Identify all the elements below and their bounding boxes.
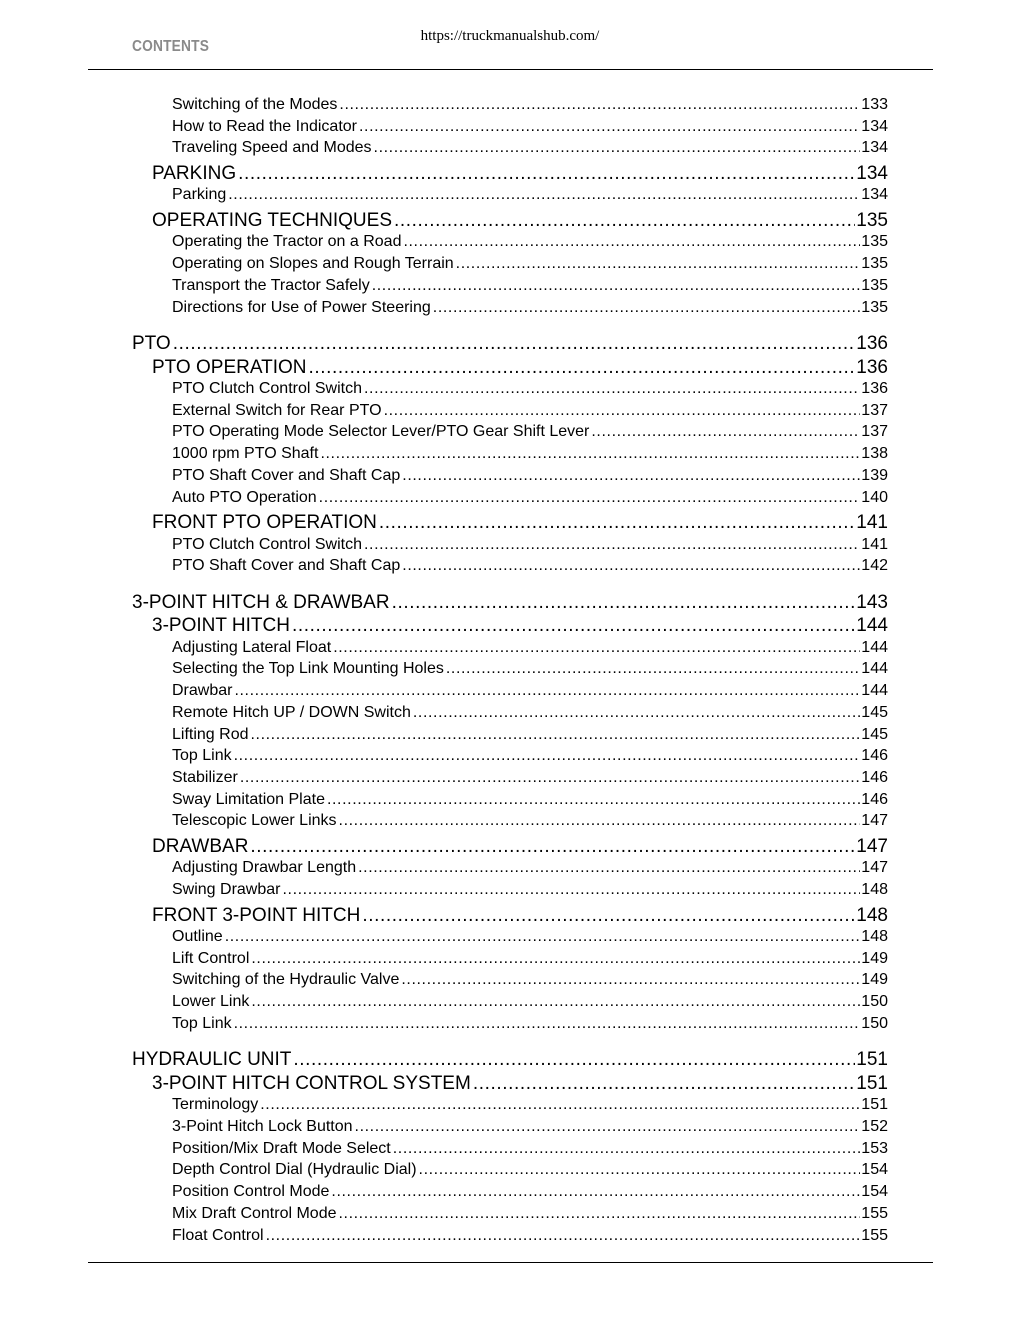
- dot-leader: [384, 402, 861, 420]
- dot-leader: [327, 791, 860, 809]
- dot-leader: [392, 592, 856, 614]
- toc-entry-page: 141: [861, 535, 888, 553]
- toc-entry-title: Swing Drawbar: [172, 881, 281, 898]
- toc-entry-page: 144: [861, 682, 888, 700]
- toc-entry-title: PARKING: [152, 162, 237, 184]
- dot-leader: [251, 993, 860, 1011]
- toc-entry-level-3[interactable]: [172, 1227, 888, 1247]
- dot-leader: [266, 1227, 861, 1245]
- toc-entry-title: PTO: [132, 333, 171, 354]
- toc-entry-title: DRAWBAR: [152, 835, 249, 857]
- toc-entry-level-3[interactable]: [172, 536, 888, 556]
- toc-entry-title: Telescopic Lower Links: [172, 812, 337, 830]
- toc-entry-title: Remote Hitch UP / DOWN Switch: [172, 703, 411, 721]
- toc-entry-page: 144: [861, 660, 888, 678]
- toc-entry-level-2[interactable]: [152, 615, 888, 639]
- toc-entry-page: 146: [861, 747, 888, 765]
- dot-leader: [364, 536, 860, 554]
- toc-entry-level-3[interactable]: [172, 726, 888, 746]
- footer-divider: [88, 1262, 933, 1263]
- toc-entry-page: 148: [856, 904, 888, 926]
- dot-leader: [331, 1183, 860, 1201]
- toc-entry-level-3[interactable]: [172, 1096, 888, 1116]
- toc-entry-level-2[interactable]: [152, 905, 888, 929]
- dot-leader: [358, 859, 860, 877]
- toc-entry-level-3[interactable]: [172, 118, 888, 138]
- toc-entry-page: 151: [856, 1049, 888, 1071]
- toc-entry-level-3[interactable]: [172, 682, 888, 702]
- toc-entry-page: 141: [856, 512, 888, 533]
- dot-leader: [402, 557, 860, 575]
- toc-entry-page: 143: [856, 591, 888, 613]
- toc-entry-level-3[interactable]: [172, 1015, 888, 1035]
- toc-entry-page: 145: [861, 725, 888, 743]
- toc-entry-title: 3-POINT HITCH CONTROL SYSTEM: [152, 1072, 471, 1094]
- toc-entry-level-2[interactable]: [152, 512, 888, 536]
- dot-leader: [372, 277, 861, 295]
- dot-leader: [234, 682, 860, 700]
- dot-leader: [319, 489, 861, 507]
- toc-entry-title: Depth Control Dial (Hydraulic Dial): [172, 1161, 417, 1179]
- toc-entry-level-3[interactable]: [172, 423, 888, 443]
- toc-entry-page: 140: [861, 488, 888, 506]
- toc-entry-title: Lifting Rod: [172, 725, 249, 743]
- toc-entry-title: Switching of the Hydraulic Valve: [172, 971, 400, 989]
- dot-leader: [591, 423, 860, 441]
- toc-entry-page: 137: [861, 423, 888, 441]
- dot-leader: [320, 445, 860, 463]
- toc-entry-title: HYDRAULIC UNIT: [132, 1049, 292, 1071]
- toc-entry-level-2[interactable]: [152, 163, 888, 187]
- toc-entry-title: Directions for Use of Power Steering: [172, 298, 431, 316]
- toc-entry-page: 134: [861, 139, 888, 157]
- toc-entry-title: PTO Operating Mode Selector Lever/PTO Gear Shift Lever: [172, 423, 590, 441]
- toc-entry-title: PTO Shaft Cover and Shaft Cap: [172, 557, 401, 575]
- toc-entry-title: 1000 rpm PTO Shaft: [172, 445, 319, 463]
- toc-entry-page: 148: [861, 928, 888, 945]
- toc-entry-title: Lower Link: [172, 993, 250, 1011]
- toc-entry-level-3[interactable]: [172, 1140, 888, 1160]
- dot-leader: [379, 512, 855, 534]
- toc-entry-page: 138: [861, 445, 888, 463]
- toc-entry-title: Switching of the Modes: [172, 96, 338, 113]
- toc-entry-title: Auto PTO Operation: [172, 488, 317, 506]
- toc-entry-title: PTO Clutch Control Switch: [172, 535, 362, 553]
- toc-entry-level-3[interactable]: [172, 277, 888, 297]
- dot-leader: [292, 615, 855, 637]
- dot-leader: [339, 1205, 861, 1223]
- toc-entry-level-3[interactable]: [172, 971, 888, 991]
- toc-entry-page: 146: [861, 790, 888, 808]
- toc-entry-level-3[interactable]: [172, 812, 888, 832]
- toc-entry-title: 3-POINT HITCH & DRAWBAR: [132, 591, 390, 613]
- dot-leader: [374, 139, 861, 157]
- toc-entry-title: How to Read the Indicator: [172, 117, 357, 135]
- toc-entry-level-2[interactable]: [152, 1073, 888, 1097]
- toc-entry-page: 151: [856, 1072, 888, 1094]
- toc-entry-level-3[interactable]: [172, 186, 888, 206]
- dot-leader: [446, 660, 860, 678]
- toc-entry-level-3[interactable]: [172, 704, 888, 724]
- dot-leader: [339, 96, 860, 114]
- toc-entry-page: 144: [861, 638, 888, 656]
- toc-entry-level-3[interactable]: [172, 96, 888, 116]
- toc-entry-page: 150: [861, 1014, 888, 1032]
- toc-entry-level-3[interactable]: [172, 660, 888, 680]
- toc-entry-title: PTO Shaft Cover and Shaft Cap: [172, 466, 401, 484]
- toc-entry-page: 145: [861, 703, 888, 721]
- toc-entry-page: 136: [856, 356, 888, 378]
- dot-leader: [456, 255, 861, 273]
- toc-entry-title: Transport the Tractor Safely: [172, 276, 370, 294]
- dot-leader: [251, 950, 860, 968]
- toc-entry-title: FRONT PTO OPERATION: [152, 512, 377, 533]
- dot-leader: [240, 769, 860, 787]
- dot-leader: [234, 747, 861, 765]
- toc-entry-page: 144: [856, 615, 888, 637]
- toc-entry-level-3[interactable]: [172, 557, 888, 577]
- toc-entry-level-3[interactable]: [172, 639, 888, 659]
- dot-leader: [355, 1118, 861, 1136]
- dot-leader: [225, 928, 861, 946]
- dot-leader: [393, 1140, 861, 1158]
- dot-leader: [228, 186, 860, 204]
- dot-leader: [402, 467, 860, 485]
- toc-entry-level-3[interactable]: [172, 928, 888, 948]
- dot-leader: [282, 881, 860, 899]
- toc-entry-title: Float Control: [172, 1226, 264, 1244]
- toc-entry-title: Operating the Tractor on a Road: [172, 233, 402, 251]
- toc-entry-title: Terminology: [172, 1096, 259, 1114]
- toc-entry-page: 146: [861, 768, 888, 786]
- dot-leader: [260, 1096, 860, 1114]
- toc-entry-level-3[interactable]: [172, 1161, 888, 1181]
- toc-entry-page: 135: [861, 298, 888, 316]
- toc-entry-page: 133: [861, 96, 888, 113]
- toc-entry-level-2[interactable]: [152, 357, 888, 381]
- toc-entry-page: 134: [856, 162, 888, 184]
- toc-entry-title: Outline: [172, 928, 223, 945]
- toc-entry-level-3[interactable]: [172, 950, 888, 970]
- toc-entry-page: 135: [861, 276, 888, 294]
- dot-leader: [333, 639, 860, 657]
- toc-entry-page: 135: [856, 209, 888, 231]
- toc-entry-level-3[interactable]: [172, 299, 888, 319]
- dot-leader: [293, 1049, 855, 1071]
- toc-entry-title: OPERATING TECHNIQUES: [152, 209, 392, 231]
- dot-leader: [359, 118, 860, 136]
- toc-entry-title: Top Link: [172, 1014, 232, 1032]
- toc-entry-title: Top Link: [172, 747, 232, 765]
- toc-entry-level-3[interactable]: [172, 139, 888, 159]
- toc-entry-title: External Switch for Rear PTO: [172, 401, 382, 419]
- toc-entry-title: Position Control Mode: [172, 1183, 330, 1201]
- toc-entry-title: Position/Mix Draft Mode Select: [172, 1139, 391, 1157]
- toc-entry-page: 155: [861, 1226, 888, 1244]
- toc-entry-page: 142: [861, 557, 888, 575]
- toc-entry-title: Parking: [172, 186, 227, 204]
- toc-entry-title: Mix Draft Control Mode: [172, 1204, 337, 1222]
- toc-entry-level-3[interactable]: [172, 255, 888, 275]
- toc-entry-page: 135: [861, 233, 888, 251]
- toc-entry-page: 155: [861, 1204, 888, 1222]
- toc-entry-page: 149: [861, 971, 888, 989]
- dot-leader: [394, 210, 855, 232]
- toc-entry-level-3[interactable]: [172, 233, 888, 253]
- dot-leader: [419, 1161, 861, 1179]
- toc-entry-title: FRONT 3-POINT HITCH: [152, 904, 361, 926]
- toc-entry-title: 3-Point Hitch Lock Button: [172, 1118, 353, 1135]
- dot-leader: [339, 812, 861, 830]
- toc-entry-page: 154: [861, 1183, 888, 1201]
- toc-entry-page: 137: [861, 401, 888, 419]
- toc-entry-title: 3-POINT HITCH: [152, 615, 290, 637]
- toc-entry-page: 136: [856, 333, 888, 354]
- toc-entry-level-3[interactable]: [172, 769, 888, 789]
- toc-entry-page: 136: [861, 380, 888, 397]
- toc-entry-title: Selecting the Top Link Mounting Holes: [172, 660, 444, 678]
- toc-entry-title: Stabilizer: [172, 768, 238, 786]
- toc-entry-page: 147: [856, 835, 888, 857]
- toc-entry-title: Adjusting Drawbar Length: [172, 859, 357, 877]
- toc-entry-level-3[interactable]: [172, 445, 888, 465]
- toc-entry-page: 152: [861, 1118, 888, 1135]
- dot-leader: [413, 704, 860, 722]
- dot-leader: [250, 836, 855, 858]
- toc-entry-page: 150: [861, 993, 888, 1011]
- toc-entry-level-3[interactable]: [172, 859, 888, 879]
- toc-entry-level-3[interactable]: [172, 993, 888, 1013]
- dot-leader: [238, 163, 855, 185]
- running-header-contents: CONTENTS: [132, 38, 210, 55]
- toc-entry-title: Adjusting Lateral Float: [172, 638, 332, 656]
- toc-entry-page: 151: [861, 1096, 888, 1114]
- dot-leader: [234, 1015, 861, 1033]
- dot-leader: [173, 333, 856, 355]
- dot-leader: [362, 905, 855, 927]
- toc-entry-page: 147: [861, 812, 888, 830]
- toc-entry-level-3[interactable]: [172, 1118, 888, 1138]
- toc-entry-title: Lift Control: [172, 949, 250, 967]
- toc-entry-page: 147: [861, 859, 888, 877]
- toc-entry-page: 149: [861, 949, 888, 967]
- dot-leader: [433, 299, 861, 317]
- toc-entry-level-3[interactable]: [172, 791, 888, 811]
- toc-entry-level-1[interactable]: [132, 592, 888, 616]
- toc-entry-page: 153: [861, 1139, 888, 1157]
- source-url: https://truckmanualshub.com/: [420, 28, 600, 44]
- toc-entry-title: PTO OPERATION: [152, 356, 307, 378]
- dot-leader: [401, 971, 860, 989]
- toc-entry-title: Sway Limitation Plate: [172, 790, 325, 808]
- toc-entry-title: Operating on Slopes and Rough Terrain: [172, 255, 454, 273]
- toc-entry-level-3[interactable]: [172, 1205, 888, 1225]
- toc-entry-page: 135: [861, 255, 888, 273]
- toc-entry-page: 148: [861, 881, 888, 898]
- toc-entry-level-2[interactable]: [152, 836, 888, 860]
- toc-entry-level-3[interactable]: [172, 747, 888, 767]
- dot-leader: [251, 726, 861, 744]
- toc-entry-level-1[interactable]: [132, 1049, 888, 1073]
- toc-entry-level-3[interactable]: [172, 489, 888, 509]
- toc-entry-page: 139: [861, 466, 888, 484]
- toc-entry-page: 154: [861, 1161, 888, 1179]
- dot-leader: [309, 357, 856, 379]
- toc-entry-title: Drawbar: [172, 682, 233, 700]
- toc-entry-level-1[interactable]: [132, 333, 888, 357]
- dot-leader: [364, 380, 860, 398]
- dot-leader: [473, 1073, 855, 1095]
- toc-entry-level-3[interactable]: [172, 380, 888, 400]
- toc-entry-page: 134: [861, 186, 888, 204]
- toc-entry-level-3[interactable]: [172, 402, 888, 422]
- toc-entry-level-3[interactable]: [172, 467, 888, 487]
- toc-entry-page: 134: [861, 117, 888, 135]
- toc-entry-level-3[interactable]: [172, 881, 888, 901]
- toc-entry-level-2[interactable]: [152, 210, 888, 234]
- toc-entry-title: Traveling Speed and Modes: [172, 139, 372, 157]
- toc-entry-level-3[interactable]: [172, 1183, 888, 1203]
- dot-leader: [403, 233, 860, 251]
- toc-entry-title: PTO Clutch Control Switch: [172, 380, 362, 397]
